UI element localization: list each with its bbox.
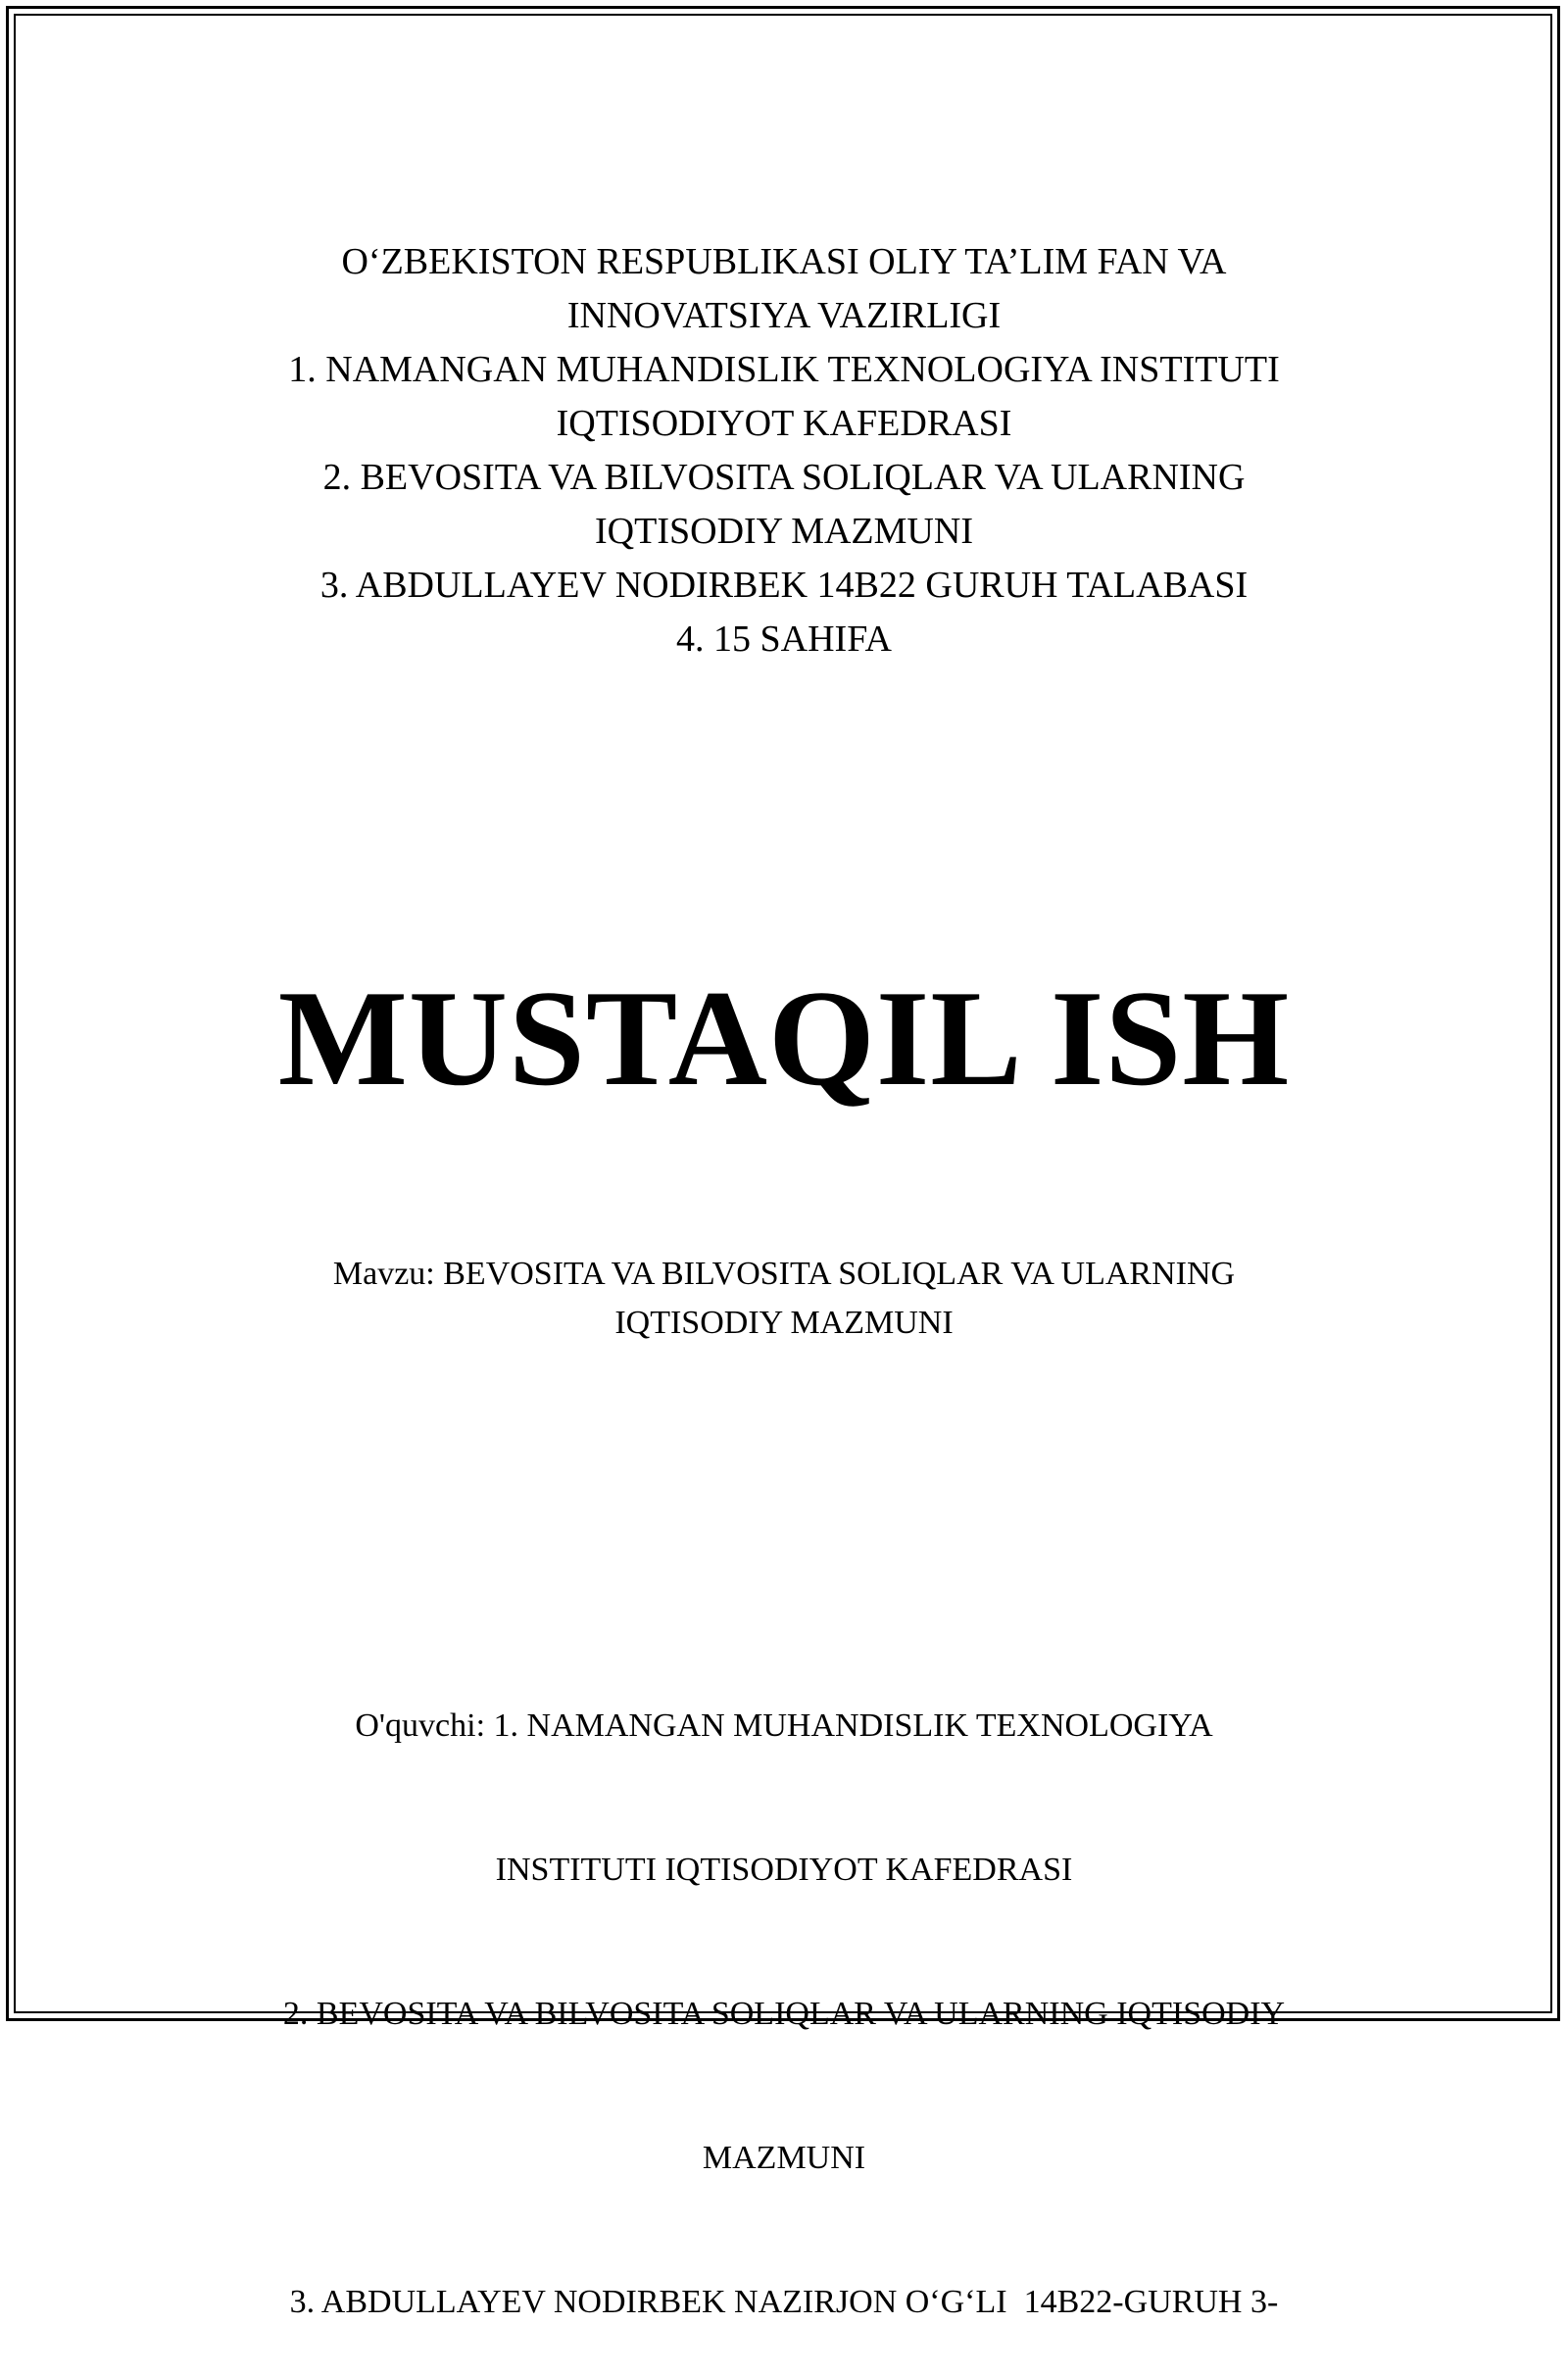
student-line: MAZMUNI: [702, 2140, 866, 2176]
header-line: IQTISODIY MAZMUNI: [595, 511, 973, 552]
header-line: IQTISODIYOT KAFEDRASI: [556, 403, 1012, 444]
topic-line: IQTISODIY MAZMUNI: [614, 1305, 954, 1341]
student-line: O'quvchi: 1. NAMANGAN MUHANDISLIK TEXNOLOGIYA: [355, 1707, 1213, 1744]
topic-block: [0, 1250, 1568, 1348]
header-line: 2. BEVOSITA VA BILVOSITA SOLIQLAR VA ULARNING: [322, 457, 1246, 498]
header-line: 3. ABDULLAYEV NODIRBEK 14B22 GURUH TALABASI: [319, 565, 1249, 606]
student-line: INSTITUTI IQTISODIYOT KAFEDRASI: [495, 1852, 1073, 1888]
student-info: [0, 1606, 1568, 2374]
header-line: 1. NAMANGAN MUHANDISLIK TEXNOLOGIYA INSTITUTI: [288, 349, 1280, 390]
document-title: MUSTAQIL ISH: [277, 963, 1291, 1114]
topic-line: Mavzu: BEVOSITA VA BILVOSITA SOLIQLAR VA ULARNING: [332, 1256, 1236, 1292]
student-line: 2. BEVOSITA VA BILVOSITA SOLIQLAR VA ULARNING IQTISODIY: [282, 1996, 1286, 2032]
student-line: 3. ABDULLAYEV NODIRBEK NAZIRJON O‘G‘LI 14B22-GURUH 3-: [289, 2284, 1279, 2320]
header-line: O‘ZBEKISTON RESPUBLIKASI OLIY TA’LIM FAN VA: [341, 241, 1227, 282]
ministry-header: [0, 235, 1568, 667]
header-line: INNOVATSIYA VAZIRLIGI: [566, 295, 1002, 336]
header-line: 4. 15 SAHIFA: [676, 618, 892, 660]
